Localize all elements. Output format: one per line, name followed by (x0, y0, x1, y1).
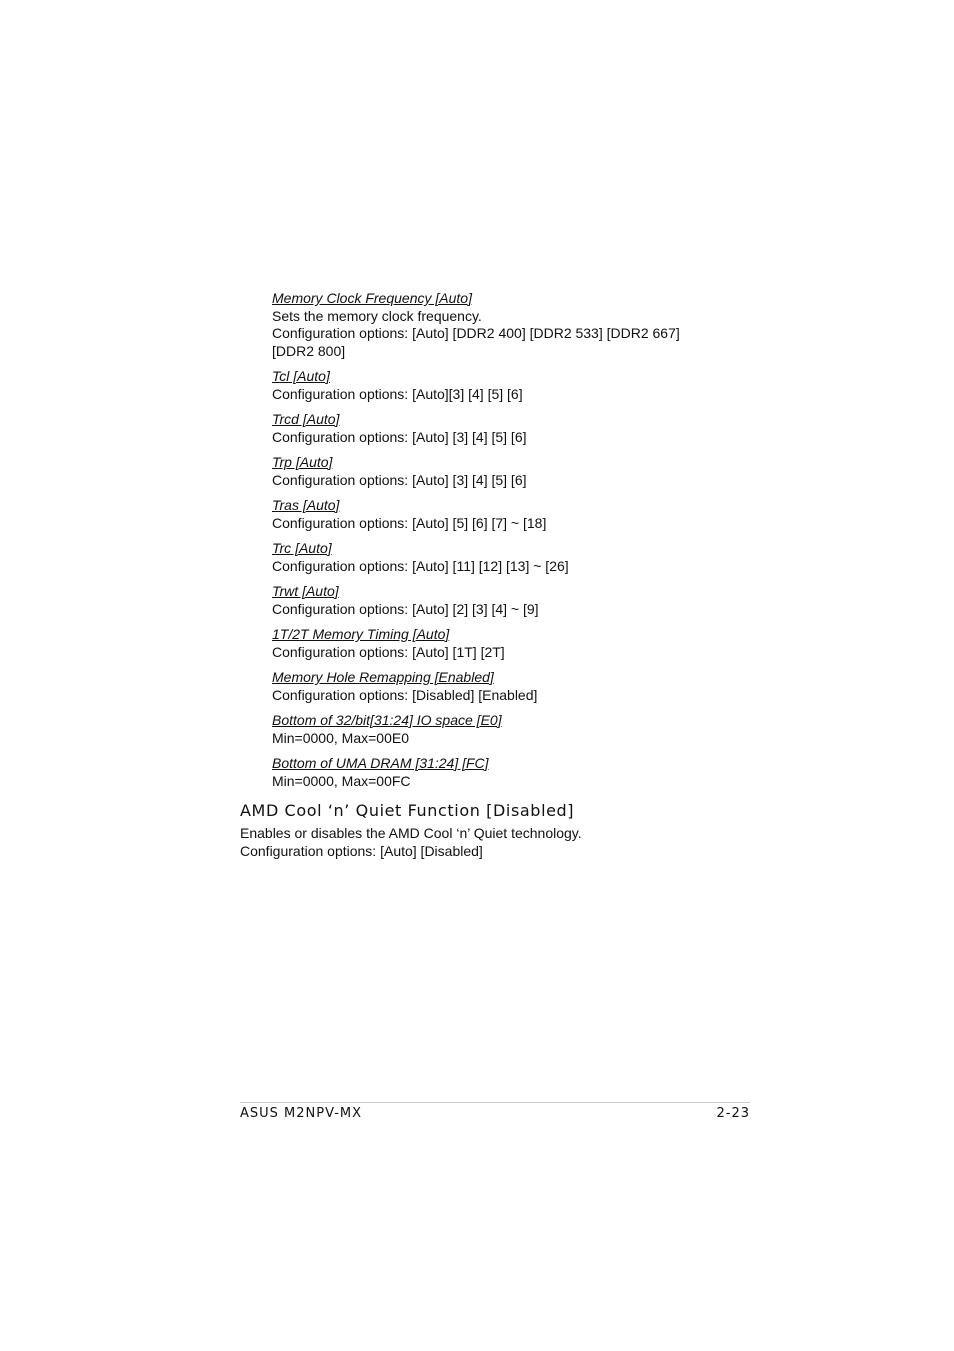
item-title: Bottom of UMA DRAM [31:24] [FC] (272, 755, 489, 771)
item-options: Configuration options: [Auto] [5] [6] [7] ~ [18] (272, 514, 547, 531)
item-options: Configuration options: [Auto] [3] [4] [5] [6] (272, 471, 527, 488)
item-title: Bottom of 32/bit[31:24] IO space [E0] (272, 712, 502, 728)
item-options: Configuration options: [Auto] [1T] [2T] (272, 643, 505, 660)
item-title: 1T/2T Memory Timing [Auto] (272, 626, 450, 642)
item-options: Configuration options: [Auto] [2] [3] [4] ~ [9] (272, 600, 539, 617)
item-trcd (272, 411, 752, 446)
item-title: Trwt [Auto] (272, 583, 339, 599)
item-tras (272, 497, 752, 532)
item-bottom-io-space (272, 712, 752, 747)
item-title: Trp [Auto] (272, 454, 333, 470)
section-options: Configuration options: [Auto] [Disabled] (240, 842, 483, 859)
item-memory-clock-frequency (272, 290, 752, 360)
item-options: Configuration options: [Auto] [DDR2 400] [DDR2 533] [DDR2 667] (272, 325, 680, 341)
item-bottom-uma-dram (272, 755, 752, 790)
item-options: Configuration options: [Disabled] [Enabled] (272, 686, 538, 703)
item-title: Trcd [Auto] (272, 411, 340, 427)
item-options: Configuration options: [Auto] [3] [4] [5] [6] (272, 428, 527, 445)
cool-n-quiet-section (240, 800, 760, 860)
item-trc (272, 540, 752, 575)
item-range: Min=0000, Max=00E0 (272, 729, 409, 746)
item-memory-hole-remapping (272, 669, 752, 704)
item-options-continued: [DDR2 800] (272, 342, 346, 359)
section-heading: AMD Cool ‘n’ Quiet Function [Disabled] (240, 801, 575, 820)
item-title: Memory Hole Remapping [Enabled] (272, 669, 494, 685)
item-options: Configuration options: [Auto][3] [4] [5] [6] (272, 385, 523, 402)
item-trp (272, 454, 752, 489)
footer-page-number: 2-23 (716, 1106, 750, 1121)
section-description: Enables or disables the AMD Cool ‘n’ Quiet technology. (240, 825, 582, 841)
item-trwt (272, 583, 752, 618)
item-description: Sets the memory clock frequency. (272, 307, 482, 324)
item-title: Tras [Auto] (272, 497, 340, 513)
item-options: Configuration options: [Auto] [11] [12] [13] ~ [26] (272, 557, 569, 574)
bios-item-list (272, 290, 752, 798)
item-title: Memory Clock Frequency [Auto] (272, 290, 472, 306)
item-memory-timing (272, 626, 752, 661)
item-range: Min=0000, Max=00FC (272, 772, 411, 789)
item-tcl (272, 368, 752, 403)
item-title: Trc [Auto] (272, 540, 332, 556)
item-title: Tcl [Auto] (272, 368, 330, 384)
footer-product-name: ASUS M2NPV-MX (240, 1106, 363, 1121)
page-footer (240, 1102, 750, 1121)
